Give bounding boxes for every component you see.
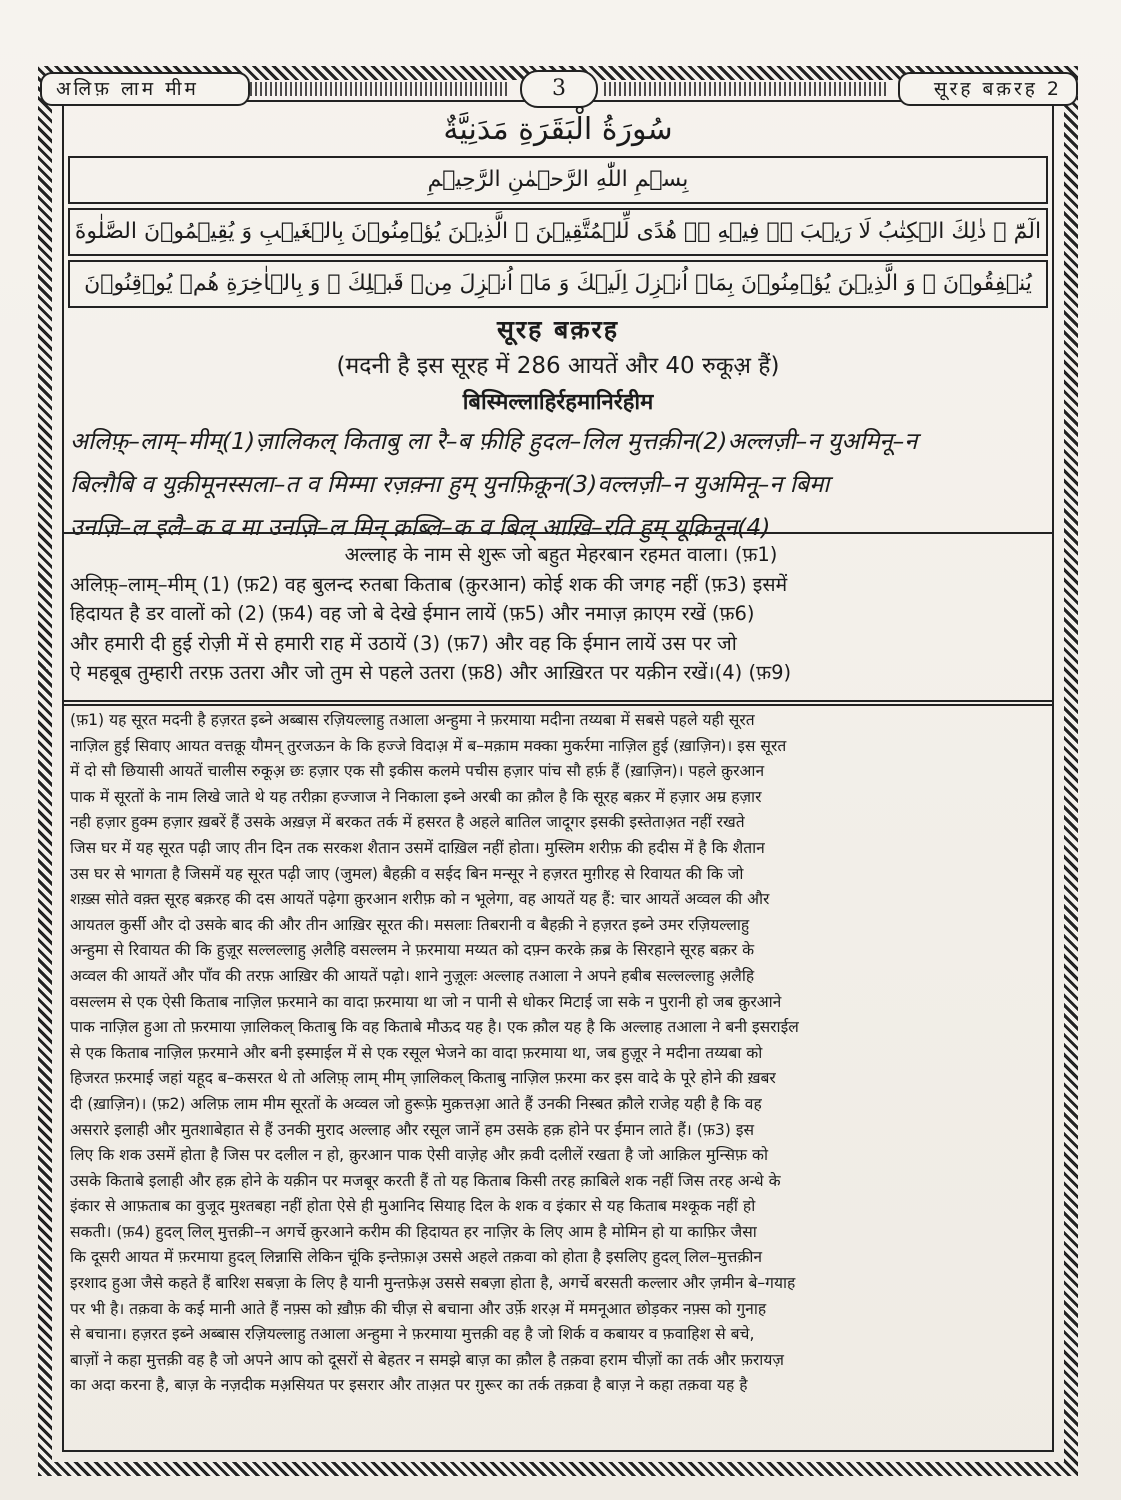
header-ornament-left	[240, 82, 510, 96]
transliteration-line: उनज़ि–ल इलै–क व मा उनज़ि–ल मिन् क़ब्लि–क व बिल् आख़ि–रति हुम् यूक़िनून(4)	[70, 513, 771, 541]
header-surah-name: सूरह बक़रह 2	[898, 72, 1078, 106]
commentary-line: शख़्स सोते वक़्त सूरह बक़रह की दस आयतें पढ़ेगा क़ुरआन शरीफ़ को न भूलेगा, वह आयतें यह हैं: चार आयतें अव्वल की और	[70, 890, 770, 909]
translation-block	[70, 540, 1052, 688]
transliteration-line: बिल्ग़ैबि व युक़ीमूनस्सला–त व मिम्मा रज़क़्ना हुम् युनफ़िक़ून(3)वल्लज़ी–न युअमिनू–न बिमा	[70, 470, 830, 498]
divider	[64, 700, 1052, 702]
commentary-line: लिए कि शक उसमें होता है जिस पर दलील न हो, क़ुरआन पाक ऐसी वाज़ेह और क़वी दलीलें रखता है जो आक़िल मुन्सिफ़ को	[70, 1146, 769, 1165]
commentary-block	[70, 708, 1052, 1399]
translation-line: अल्लाह के नाम से शुरू जो बहुत मेहरबान रहमत वाला। (फ़1)	[344, 543, 778, 566]
commentary-line: में दो सौ छियासी आयतें चालीस रुकूअ़ छः हज़ार एक सौ इकीस कलमे पचीस हज़ार पांच सौ हर्फ़ हैं (ख़ाज़िन)। पहले क़ुरआन	[70, 762, 765, 781]
commentary-line: पर भी है। तक़वा के कई मानी आते हैं नफ़्स को ख़ौफ़ की चीज़ से बचाना और उर्फ़े शरअ़ में ममनूआत छोड़कर नफ़्स को गुनाह	[70, 1299, 767, 1318]
commentary-line: कि दूसरी आयत में फ़रमाया हुदल् लिन्नासि लेकिन चूंकि इन्तेफ़ाअ़ उससे अहले तक़वा को होता है इसलिए हुदल् लिल–मुत्तक़ीन	[70, 1248, 763, 1267]
commentary-line: बाज़ों ने कहा मुत्तक़ी वह है जो अपने आप को दूसरों से बेहतर न समझे बाज़ का क़ौल है तक़वा हराम चीज़ों का तर्क और फ़रायज़	[70, 1350, 784, 1369]
header-ornament-right	[604, 82, 888, 96]
arabic-verse-line-2: یُنۡفِقُوۡنَ ۙ وَ الَّذِیۡنَ یُؤۡمِنُوۡنَ بِمَاۤ اُنۡزِلَ اِلَیۡكَ وَ مَاۤ اُنۡزِلَ مِنۡ قَبۡلِكَ ۚ وَ بِالۡاٰخِرَةِ هُمۡ یُوۡقِنُوۡنَ	[68, 260, 1048, 308]
commentary-line: नाज़िल हुई सिवाए आयत वत्तक़ू यौमन् तुरजऊन के कि हज्जे विदाअ़ में ब–मक़ाम मक्का मुकर्रमा नाज़िल हुई (ख़ाज़िन)। इस सूरत	[70, 736, 787, 755]
commentary-line: उस घर से भागता है जिसमें यह सूरत पढ़ी जाए (जुमल) बैहक़ी व सईद बिन मन्सूर ने हज़रत मुग़ीरह से रिवायत की कि जो	[70, 864, 744, 883]
commentary-line: से बचाना। हज़रत इब्ने अब्बास रज़ियल्लाहु तआला अन्हुमा ने फ़रमाया मुत्तक़ी वह है जो शिर्क व कबायर व फ़वाहिश से बचे,	[70, 1325, 755, 1344]
commentary-line: (फ़1) यह सूरत मदनी है हज़रत इब्ने अब्बास रज़ियल्लाहु तआला अन्हुमा ने फ़रमाया मदीना तय्यबा में सबसे पहले यही सूरत	[70, 711, 755, 729]
arabic-verse-line-1: الٓمّٓ ۚ ذٰلِكَ الۡكِتٰبُ لَا رَیۡبَ ۛۚ فِیۡهِ ۛۚ هُدًی لِّلۡمُتَّقِیۡنَ ۙ الَّذِیۡنَ یُؤۡمِنُوۡنَ بِالۡغَیۡبِ وَ یُقِیۡمُوۡنَ الصَّلٰوةَ	[68, 208, 1048, 256]
bismillah-hindi: बिस्मिल्लाहिर्रहमानिर्रहीम	[462, 390, 654, 415]
commentary-line: अन्हुमा से रिवायत की कि हुज़ूर सल्लल्लाहु अ़लैहि वसल्लम ने फ़रमाया मय्यत को दफ़्न करके क़ब्र के सिरहाने सूरह बक़र के	[70, 941, 755, 960]
transliteration-block	[70, 420, 1052, 549]
translation-line: अलिफ़्–लाम्–मीम् (1) (फ़2) वह बुलन्द रुतबा किताब (क़ुरआन) कोई शक की जगह नहीं (फ़3) इसमें	[70, 572, 788, 596]
arabic-text-block	[64, 108, 1052, 308]
commentary-line: नही हज़ार हुक्म हज़ार ख़बरें हैं उसके अख़ज़ में बरकत तर्क में हसरत है अहले बातिल जादूगर इसकी इस्तेताअ़त नहीं रखते	[70, 813, 745, 832]
surah-info: (मदनी है इस सूरह में 286 आयतें और 40 रुकूअ़ हैं)	[336, 353, 780, 379]
commentary-line: दी (ख़ाज़िन)। (फ़2) अलिफ़ लाम मीम सूरतों के अव्वल जो हुरूफ़े मुक़त्तआ़ आते हैं उनकी निस्बत क़ौले राजेह यही है कि वह	[70, 1094, 762, 1113]
page-number: 3	[520, 70, 598, 108]
commentary-line: वसल्लम से एक ऐसी किताब नाज़िल फ़रमाने का वादा फ़रमाया था जो न पानी से धोकर मिटाई जा सके न पुरानी हो जब क़ुरआने	[70, 992, 782, 1011]
commentary-line: सकती। (फ़4) हुदल् लिल् मुत्तक़ी–न अगर्चे क़ुरआने करीम की हिदायत हर नाज़िर के लिए आम है मोमिन हो या काफ़िर जैसा	[70, 1222, 757, 1241]
translation-line: ऐ महबूब तुम्हारी तरफ़ उतरा और जो तुम से पहले उतरा (फ़8) और आख़िरत पर यक़ीन रखें।(4) (फ़9)	[70, 661, 792, 684]
surah-title: सूरह बक़रह	[496, 315, 620, 344]
header-para-name: अलिफ़ लाम मीम	[40, 72, 250, 106]
translation-line: और हमारी दी हुई रोज़ी में से हमारी राह में उठायें (3) (फ़7) और वह कि ईमान लायें उस पर जो	[70, 631, 737, 655]
commentary-line: से एक किताब नाज़िल फ़रमाने और बनी इस्माईल में से एक रसूल भेजने का वादा फ़रमाया था, जब हुज़ूर ने मदीना तय्यबा को	[70, 1043, 763, 1062]
divider	[64, 704, 1052, 706]
commentary-line: हिजरत फ़रमाई जहां यहूद ब–कसरत थे तो अलिफ़् लाम् मीम् ज़ालिकल् किताबु नाज़िल फ़रमा कर इस वादे के पूरे होने की ख़बर	[70, 1069, 776, 1088]
commentary-line: असरारे इलाही और मुतशाबेहात से हैं उनकी मुराद अल्लाह और रसूल जानें हम उसके हक़ होने पर ईमान लाते हैं। (फ़3) इस	[70, 1120, 755, 1139]
arabic-surah-title: سُورَةُ الْبَقَرَةِ مَدَنِيَّةٌ	[443, 112, 673, 147]
translation-line: हिदायत है डर वालों को (2) (फ़4) वह जो बे देखे ईमान लायें (फ़5) और नमाज़ क़ाएम रखें (फ़6)	[70, 602, 755, 625]
commentary-line: अव्वल की आयतें और पाँव की तरफ़ आख़िर की आयतें पढ़ो। शाने नुज़ूलः अल्लाह तआला ने अपने हबीब सल्लल्लाहु अ़लैहि	[70, 966, 755, 985]
commentary-line: आयतल कुर्सी और दो उसके बाद की और तीन आख़िर सूरत की। मसलाः तिबरानी व बैहक़ी ने हज़रत इब्ने उमर रज़ियल्लाहु	[70, 915, 750, 934]
commentary-line: उसके किताबे इलाही और हक़ होने के यक़ीन पर मजबूर करती हैं तो यह किताब किसी तरह क़ाबिले शक नहीं जिस तरह अन्धे के	[70, 1171, 781, 1190]
divider	[64, 532, 1052, 534]
commentary-line: पाक में सूरतों के नाम लिखे जाते थे यह तरीक़ा हज्जाज ने निकाला इब्ने अरबी का क़ौल है कि सूरह बक़र में हज़ार अम्र हज़ार	[70, 787, 762, 806]
arabic-bismillah: بِسۡمِ اللّٰهِ الرَّحۡمٰنِ الرَّحِیۡمِ	[68, 156, 1048, 204]
transliteration-line: अलिफ़्–लाम्–मीम्(1)ज़ालिकल् किताबु ला रै–ब फ़ीहि हुदल–लिल मुत्तक़ीन(2)अल्लज़ी–न युअमिनू–न	[70, 427, 918, 455]
commentary-line: इरशाद हुआ जैसे कहते हैं बारिश सबज़ा के लिए है यानी मुन्तफ़ेअ़ उससे सबज़ा होता है, अगर्चे बरसती कल्लार और ज़मीन बे–गयाह	[70, 1274, 796, 1293]
commentary-line: जिस घर में यह सूरत पढ़ी जाए तीन दिन तक सरकश शैतान उसमें दाख़िल नहीं होता। मुस्लिम शरीफ़ की हदीस में है कि शैतान	[70, 838, 765, 857]
commentary-line: पाक नाज़िल हुआ तो फ़रमाया ज़ालिकल् किताबु कि वह किताबे मौऊद यह है। एक क़ौल यह है कि अल्लाह तआला ने बनी इसराईल	[70, 1018, 799, 1037]
commentary-line: का अदा करना है, बाज़ के नज़दीक मअ़सियत पर इसरार और ताअ़त पर ग़ुरूर का तर्क तक़वा है बाज़ ने कहा तक़वा यह है	[70, 1376, 748, 1395]
commentary-line: इंकार से आफ़ताब का वुजूद मुश्तबहा नहीं होता ऐसे ही मुआनिद सियाह दिल के शक व इंकार से यह किताब मश्कूक नहीं हो	[70, 1197, 756, 1216]
